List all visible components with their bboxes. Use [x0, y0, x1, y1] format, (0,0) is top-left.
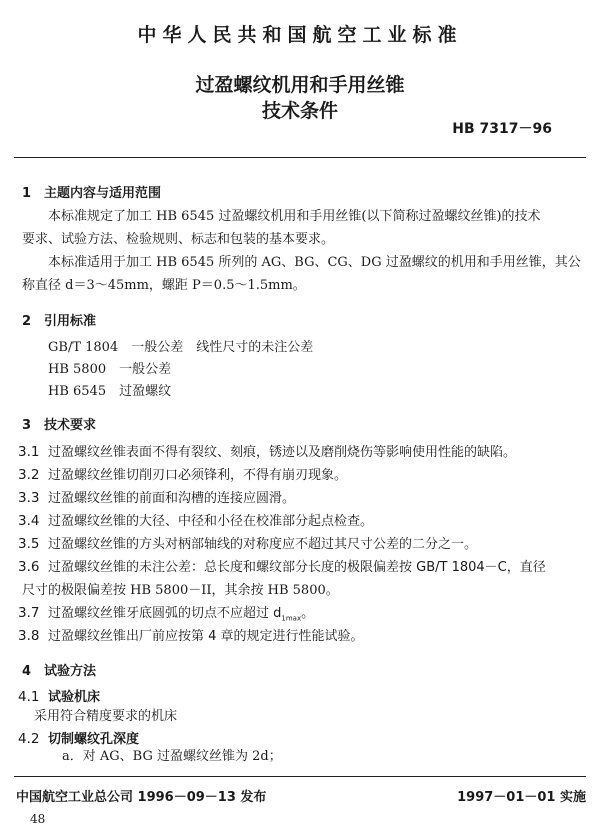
item-number: 3.8 [18, 628, 40, 644]
item-number: 3.1 [18, 444, 40, 460]
requirement-item [18, 444, 516, 462]
item-number: 3.4 [18, 513, 40, 529]
item-text-tail: 。 [301, 606, 315, 621]
item-label: 试验机床 [48, 690, 101, 705]
requirement-item [18, 467, 347, 485]
requirement-item [18, 559, 546, 577]
requirement-item-continuation: 尺寸的极限偏差按 HB 5800－II，其余按 HB 5800。 [22, 583, 339, 598]
header-rule [14, 157, 586, 158]
standard-header: 中华人民共和国航空工业标准 [137, 24, 463, 46]
standard-code: HB 7317－96 [452, 121, 552, 137]
document-title: 过盈螺纹机用和手用丝锥 [195, 74, 405, 96]
requirement-item [18, 490, 295, 508]
item-text: 过盈螺纹丝锥的方头对柄部轴线的对称度应不超过其尺寸公差的二分之一。 [48, 537, 478, 552]
item-number: 4.1 [18, 689, 40, 705]
reference-item: GB/T 1804 一般公差 线性尺寸的未注公差 [48, 340, 314, 355]
test-item-4-1-text: 采用符合精度要求的机床 [34, 709, 178, 724]
item-number: 3.2 [18, 467, 40, 483]
item-number: 4.2 [18, 731, 40, 747]
item-number: 3.6 [18, 559, 40, 575]
test-item-4-1 [18, 686, 100, 705]
item-text: 过盈螺纹丝锥表面不得有裂纹、刻痕，锈迹以及磨削烧伤等影响使用性能的缺陷。 [48, 445, 517, 460]
reference-item: HB 6545 过盈螺纹 [48, 384, 172, 399]
section-2-heading: 2 引用标准 [22, 314, 97, 329]
requirement-item [18, 605, 314, 623]
item-number: 3.7 [18, 605, 40, 621]
section-1-paragraph-1-line-1: 本标准规定了加工 HB 6545 过盈螺纹机用和手用丝锥(以下简称过盈螺纹丝锥)的技术 [48, 209, 541, 224]
item-text: 过盈螺纹丝锥的大径、中径和小径在校准部分起点检查。 [48, 514, 374, 529]
item-subscript: 1max [281, 614, 302, 623]
section-4-heading: 4 试验方法 [22, 664, 97, 679]
item-text: 过盈螺纹丝锥出厂前应按第 4 章的规定进行性能试验。 [48, 629, 364, 644]
reference-item: HB 5800 一般公差 [48, 362, 172, 377]
item-text: 过盈螺纹丝锥切削刃口必须锋利，不得有崩刃现象。 [48, 468, 348, 483]
section-1-paragraph-2-line-1: 本标准适用于加工 HB 6545 所列的 AG、BG、CG、DG 过盈螺纹的机用和手用丝锥，其公 [48, 255, 581, 270]
test-item-4-2 [18, 728, 139, 747]
section-1-heading: 1 主题内容与适用范围 [22, 186, 162, 201]
issuer-line: 中国航空工业总公司 1996－09－13 发布 [16, 790, 267, 805]
section-3-heading: 3 技术要求 [22, 418, 97, 433]
item-text: 过盈螺纹丝锥牙底圆弧的切点不应超过 d [48, 606, 282, 621]
requirement-item [18, 513, 373, 531]
item-text: 过盈螺纹丝锥的未注公差：总长度和螺纹部分长度的极限偏差按 GB/T 1804－C，直径 [48, 560, 546, 575]
section-1-paragraph-1-line-2: 要求、试验方法、检验规则、标志和包装的基本要求。 [22, 232, 335, 247]
section-1-paragraph-2-line-2: 称直径 d＝3～45mm，螺距 P＝0.5～1.5mm。 [22, 278, 306, 293]
item-number: 3.3 [18, 490, 40, 506]
item-text: 过盈螺纹丝锥的前面和沟槽的连接应圆滑。 [48, 491, 296, 506]
requirement-item [18, 536, 477, 554]
effective-date: 1997－01－01 实施 [457, 790, 586, 805]
item-label: 切制螺纹孔深度 [48, 732, 140, 747]
test-item-4-2-text: a．对 AG、BG 过盈螺纹丝锥为 2d； [62, 749, 282, 764]
requirement-item [18, 628, 364, 646]
footer-rule [14, 776, 586, 777]
item-number: 3.5 [18, 536, 40, 552]
page-number: 48 [30, 812, 46, 826]
document-subtitle: 技术条件 [261, 100, 338, 122]
